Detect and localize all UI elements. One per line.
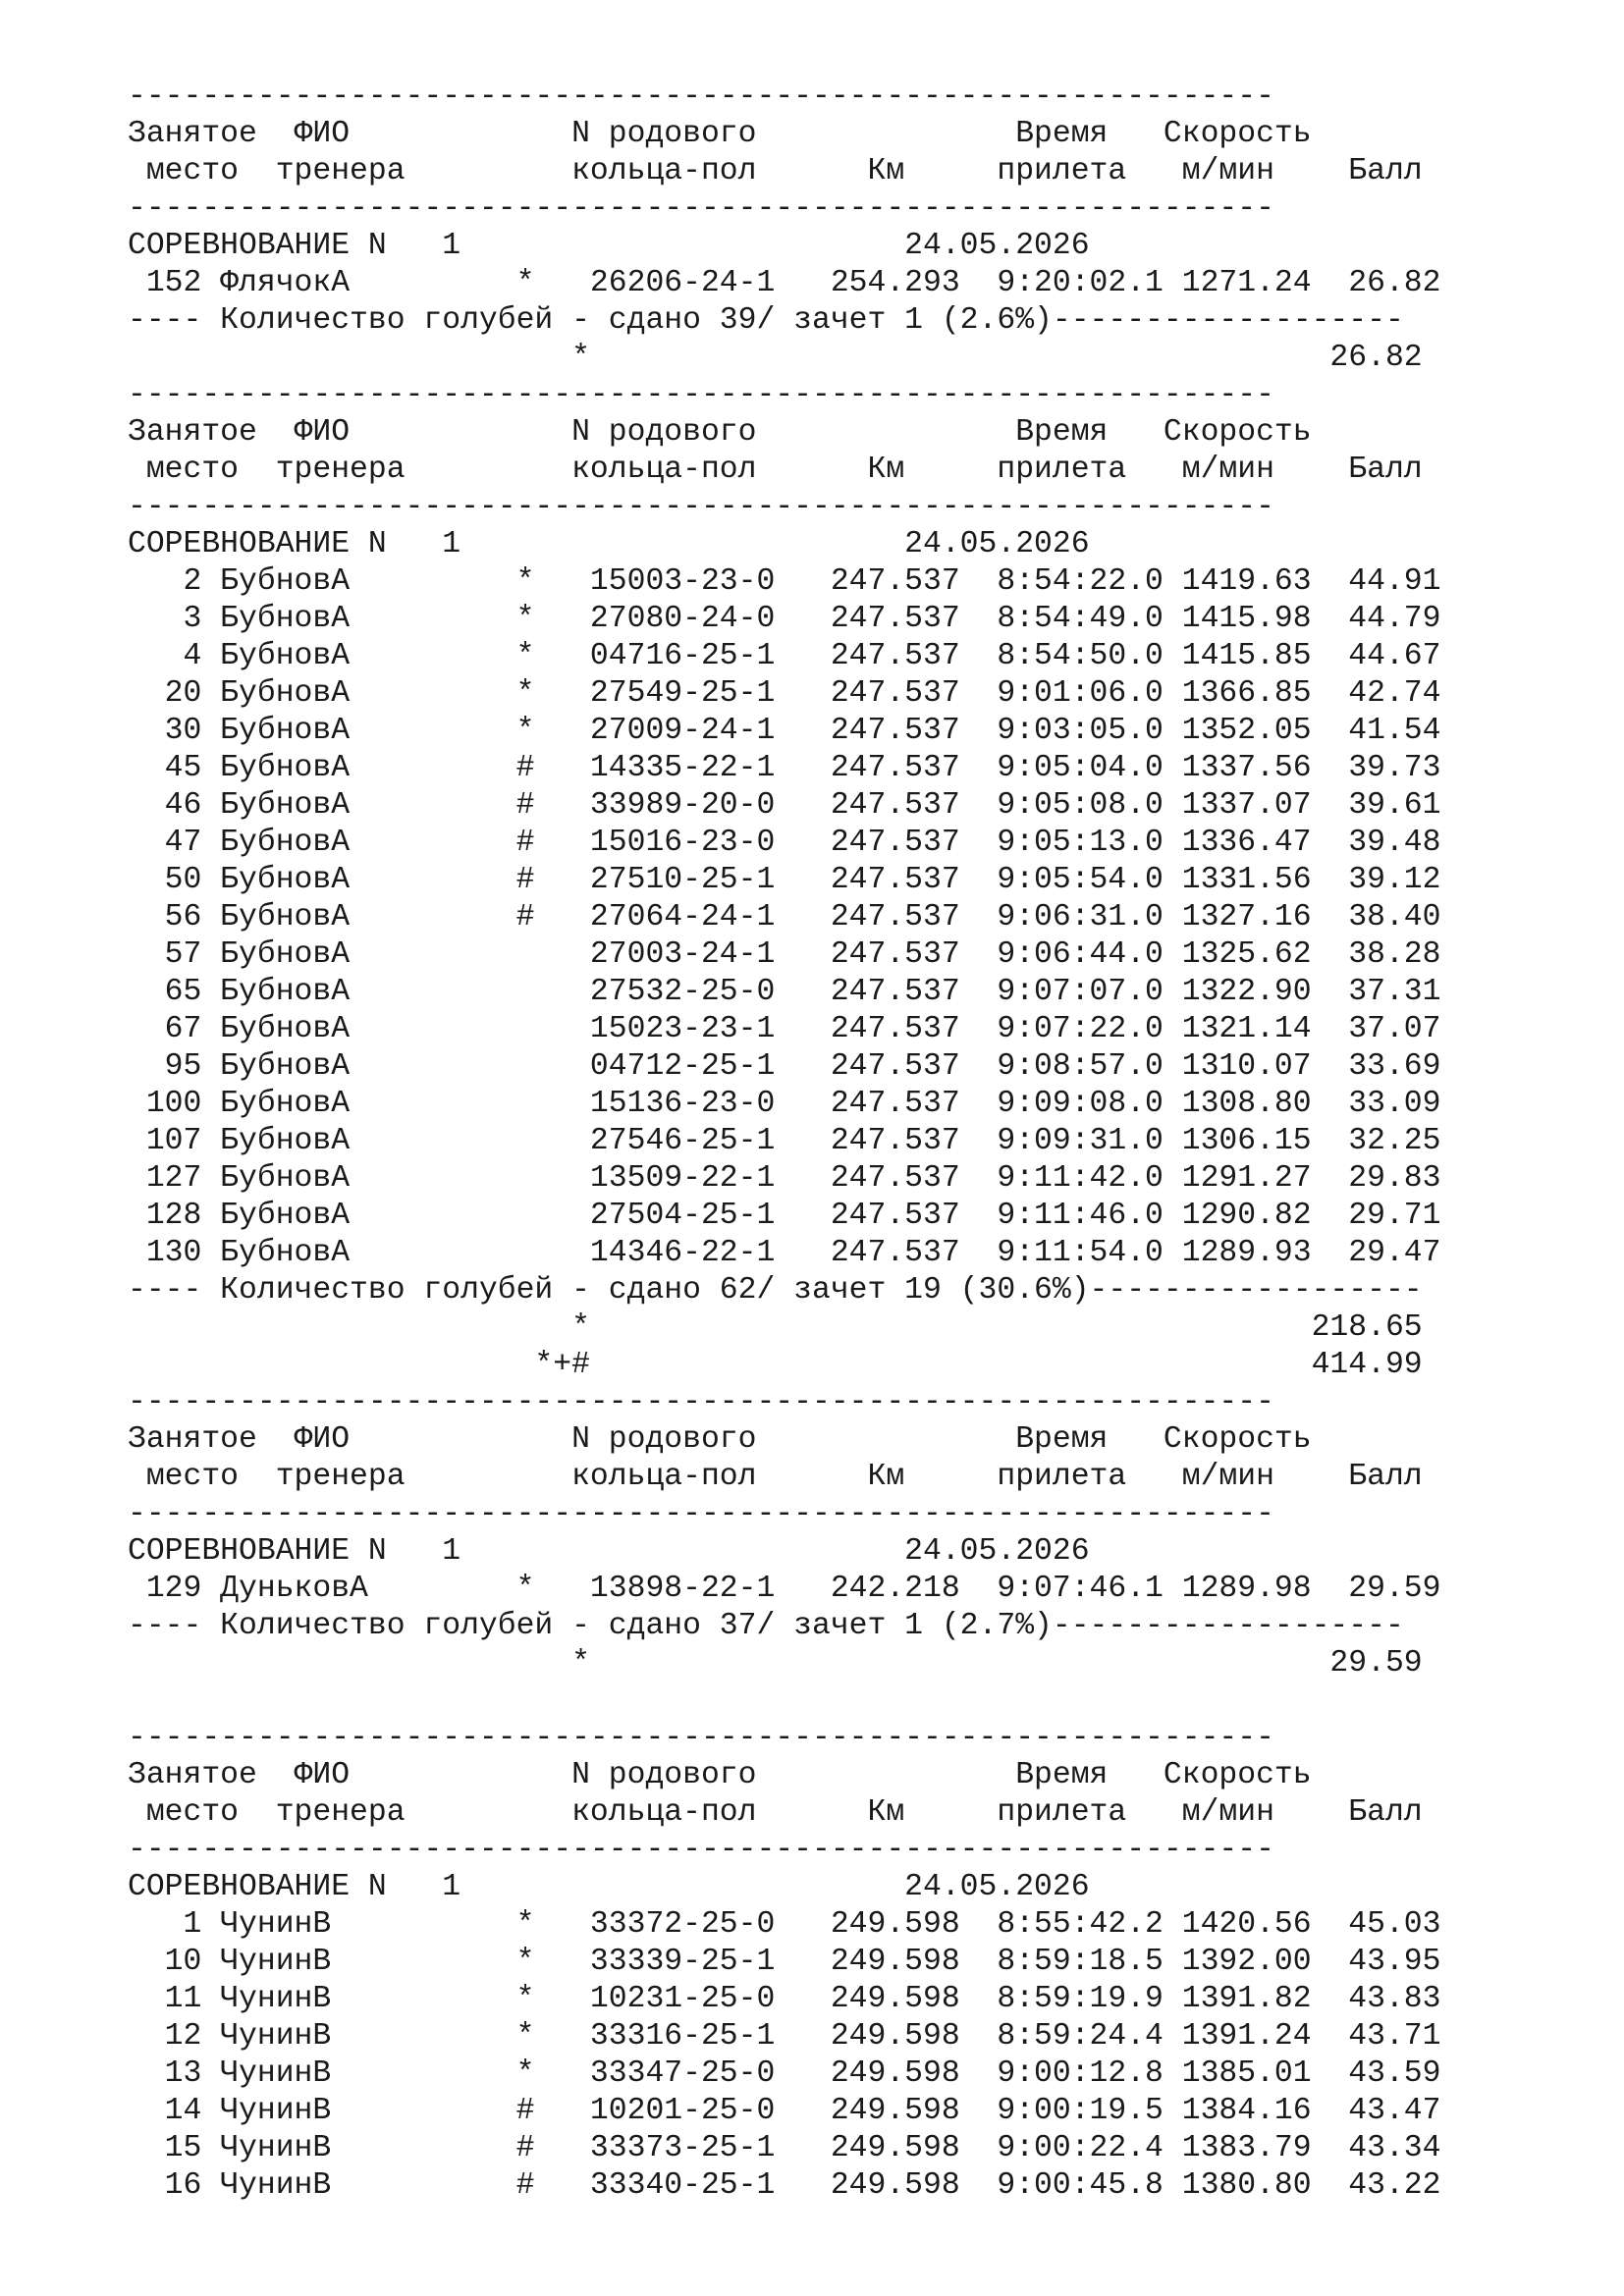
sheet-line [128, 1011, 1600, 1048]
sheet-line-text: 46 БубновА # 33989-20-0 247.537 9:05:08.0 1337.07 39.61 [128, 788, 1441, 823]
results-sheet [128, 79, 1600, 2205]
sheet-line [128, 1384, 1600, 1421]
sheet-line [128, 1571, 1600, 1608]
sheet-line [128, 1272, 1600, 1309]
sheet-line [128, 190, 1600, 228]
sheet-line [128, 899, 1600, 936]
sheet-line [128, 1533, 1600, 1571]
sheet-line-text: -------------------------------------------------------------- [128, 490, 1274, 524]
sheet-line-text: 16 ЧунинВ # 33340-25-1 249.598 9:00:45.8 1380.80 43.22 [128, 2168, 1441, 2203]
sheet-line-text: 3 БубновА * 27080-24-0 247.537 8:54:49.0 1415.98 44.79 [128, 602, 1441, 636]
sheet-line [128, 340, 1600, 377]
sheet-line-text: ---- Количество голубей - сдано 62/ зачет 19 (30.6%)------------------ [128, 1273, 1423, 1308]
sheet-line-text: СОРЕВНОВАНИЕ N 1 24.05.2026 [128, 527, 1090, 561]
sheet-line-text: -------------------------------------------------------------- [128, 80, 1274, 114]
sheet-line [128, 414, 1600, 452]
sheet-line-text: * 26.82 [128, 341, 1423, 375]
sheet-line-text: 56 БубновА # 27064-24-1 247.537 9:06:31.0 1327.16 38.40 [128, 900, 1441, 934]
sheet-line-text: 14 ЧунинВ # 10201-25-0 249.598 9:00:19.5 1384.16 43.47 [128, 2094, 1441, 2128]
sheet-line-text: место тренера кольца-пол Км прилета м/мин Балл [128, 1460, 1423, 1494]
sheet-line-text: 10 ЧунинВ * 33339-25-1 249.598 8:59:18.5 1392.00 43.95 [128, 1945, 1441, 1979]
sheet-line [128, 750, 1600, 787]
sheet-line [128, 2167, 1600, 2205]
sheet-line-text: 100 БубновА 15136-23-0 247.537 9:09:08.0 1308.80 33.09 [128, 1087, 1441, 1121]
sheet-line-text: 30 БубновА * 27009-24-1 247.537 9:03:05.0 1352.05 41.54 [128, 714, 1441, 748]
sheet-line-text: 12 ЧунинВ * 33316-25-1 249.598 8:59:24.4 1391.24 43.71 [128, 2019, 1441, 2054]
sheet-line [128, 1048, 1600, 1086]
sheet-line-text: 47 БубновА # 15016-23-0 247.537 9:05:13.0 1336.47 39.48 [128, 826, 1441, 860]
sheet-line [128, 1086, 1600, 1123]
sheet-line [128, 825, 1600, 862]
sheet-line [128, 1309, 1600, 1347]
sheet-line-text: СОРЕВНОВАНИЕ N 1 24.05.2026 [128, 1534, 1090, 1569]
sheet-line-text: 45 БубновА # 14335-22-1 247.537 9:05:04.0 1337.56 39.73 [128, 751, 1441, 785]
sheet-line-text: ---- Количество голубей - сдано 39/ зачет 1 (2.6%)------------------- [128, 303, 1404, 338]
sheet-line [128, 1981, 1600, 2018]
sheet-line [128, 1160, 1600, 1198]
sheet-line-text: 57 БубновА 27003-24-1 247.537 9:06:44.0 1325.62 38.28 [128, 937, 1441, 972]
sheet-line [128, 862, 1600, 899]
sheet-line [128, 563, 1600, 601]
sheet-line-text: -------------------------------------------------------------- [128, 378, 1274, 412]
sheet-line-text: -------------------------------------------------------------- [128, 1385, 1274, 1419]
sheet-line-text: 20 БубновА * 27549-25-1 247.537 9:01:06.0 1366.85 42.74 [128, 676, 1441, 711]
sheet-line [128, 377, 1600, 414]
sheet-line-text: 152 ФлячокА * 26206-24-1 254.293 9:20:02.1 1271.24 26.82 [128, 266, 1441, 300]
sheet-line [128, 1757, 1600, 1794]
sheet-line [128, 2056, 1600, 2093]
sheet-line [128, 1198, 1600, 1235]
sheet-line [128, 1832, 1600, 1869]
sheet-line [128, 638, 1600, 675]
sheet-line [128, 675, 1600, 713]
sheet-line-text: 130 БубновА 14346-22-1 247.537 9:11:54.0 1289.93 29.47 [128, 1236, 1441, 1270]
sheet-line-text: место тренера кольца-пол Км прилета м/мин Балл [128, 154, 1423, 188]
sheet-line [128, 601, 1600, 638]
sheet-line [128, 1347, 1600, 1384]
sheet-line [128, 2093, 1600, 2130]
sheet-line [128, 1459, 1600, 1496]
sheet-line-text: 67 БубновА 15023-23-1 247.537 9:07:22.0 1321.14 37.07 [128, 1012, 1441, 1046]
sheet-line-text: место тренера кольца-пол Км прилета м/мин Балл [128, 1795, 1423, 1830]
sheet-line-text: Занятое ФИО N родового Время Скорость [128, 1758, 1312, 1792]
sheet-line [128, 526, 1600, 563]
sheet-line-text: 11 ЧунинВ * 10231-25-0 249.598 8:59:19.9 1391.82 43.83 [128, 1982, 1441, 2016]
sheet-line [128, 302, 1600, 340]
sheet-line-text: 127 БубновА 13509-22-1 247.537 9:11:42.0 1291.27 29.83 [128, 1161, 1441, 1196]
sheet-line [128, 116, 1600, 153]
sheet-line [128, 1123, 1600, 1160]
sheet-line [128, 1645, 1600, 1682]
sheet-line-text: 13 ЧунинВ * 33347-25-0 249.598 9:00:12.8 1385.01 43.59 [128, 2056, 1441, 2091]
sheet-line [128, 452, 1600, 489]
sheet-line [128, 489, 1600, 526]
sheet-line-text: 107 БубновА 27546-25-1 247.537 9:09:31.0 1306.15 32.25 [128, 1124, 1441, 1158]
sheet-line-text: 2 БубновА * 15003-23-0 247.537 8:54:22.0 1419.63 44.91 [128, 564, 1441, 599]
sheet-line [128, 1682, 1600, 1720]
sheet-line [128, 936, 1600, 974]
sheet-line [128, 1944, 1600, 1981]
sheet-line-text: 1 ЧунинВ * 33372-25-0 249.598 8:55:42.2 1420.56 45.03 [128, 1907, 1441, 1942]
sheet-line-text: -------------------------------------------------------------- [128, 1833, 1274, 1867]
sheet-line [128, 1496, 1600, 1533]
sheet-line [128, 1421, 1600, 1459]
sheet-line-text: -------------------------------------------------------------- [128, 1721, 1274, 1755]
sheet-line-text: 95 БубновА 04712-25-1 247.537 9:08:57.0 1310.07 33.69 [128, 1049, 1441, 1084]
sheet-line [128, 1794, 1600, 1832]
sheet-line-text: -------------------------------------------------------------- [128, 1497, 1274, 1531]
sheet-line [128, 1608, 1600, 1645]
sheet-line-text: СОРЕВНОВАНИЕ N 1 24.05.2026 [128, 229, 1090, 263]
sheet-line-text: *+# 414.99 [128, 1348, 1423, 1382]
sheet-line [128, 1869, 1600, 1906]
sheet-line-text: * 29.59 [128, 1646, 1423, 1681]
sheet-line-text: Занятое ФИО N родового Время Скорость [128, 117, 1312, 151]
sheet-line [128, 1235, 1600, 1272]
sheet-line-text: Занятое ФИО N родового Время Скорость [128, 415, 1312, 450]
sheet-line [128, 1720, 1600, 1757]
sheet-line-text: * 218.65 [128, 1310, 1423, 1345]
sheet-line [128, 228, 1600, 265]
sheet-line-text: 15 ЧунинВ # 33373-25-1 249.598 9:00:22.4 1383.79 43.34 [128, 2131, 1441, 2165]
sheet-line [128, 153, 1600, 190]
sheet-line-text: 129 ДуньковА * 13898-22-1 242.218 9:07:46.1 1289.98 29.59 [128, 1572, 1441, 1606]
sheet-line-text: ---- Количество голубей - сдано 37/ зачет 1 (2.7%)------------------- [128, 1609, 1404, 1643]
sheet-line [128, 713, 1600, 750]
sheet-line-text: 4 БубновА * 04716-25-1 247.537 8:54:50.0 1415.85 44.67 [128, 639, 1441, 673]
sheet-line [128, 265, 1600, 302]
sheet-line-text: 50 БубновА # 27510-25-1 247.537 9:05:54.0 1331.56 39.12 [128, 863, 1441, 897]
sheet-line-text: 128 БубновА 27504-25-1 247.537 9:11:46.0 1290.82 29.71 [128, 1199, 1441, 1233]
sheet-line [128, 1906, 1600, 1944]
sheet-line [128, 79, 1600, 116]
sheet-line [128, 787, 1600, 825]
sheet-line-text: -------------------------------------------------------------- [128, 191, 1274, 226]
sheet-line [128, 2018, 1600, 2056]
sheet-line [128, 974, 1600, 1011]
sheet-line [128, 2130, 1600, 2167]
sheet-line-text: СОРЕВНОВАНИЕ N 1 24.05.2026 [128, 1870, 1090, 1904]
sheet-line-text: Занятое ФИО N родового Время Скорость [128, 1422, 1312, 1457]
sheet-line-text: место тренера кольца-пол Км прилета м/мин Балл [128, 453, 1423, 487]
sheet-line-text: 65 БубновА 27532-25-0 247.537 9:07:07.0 1322.90 37.31 [128, 975, 1441, 1009]
